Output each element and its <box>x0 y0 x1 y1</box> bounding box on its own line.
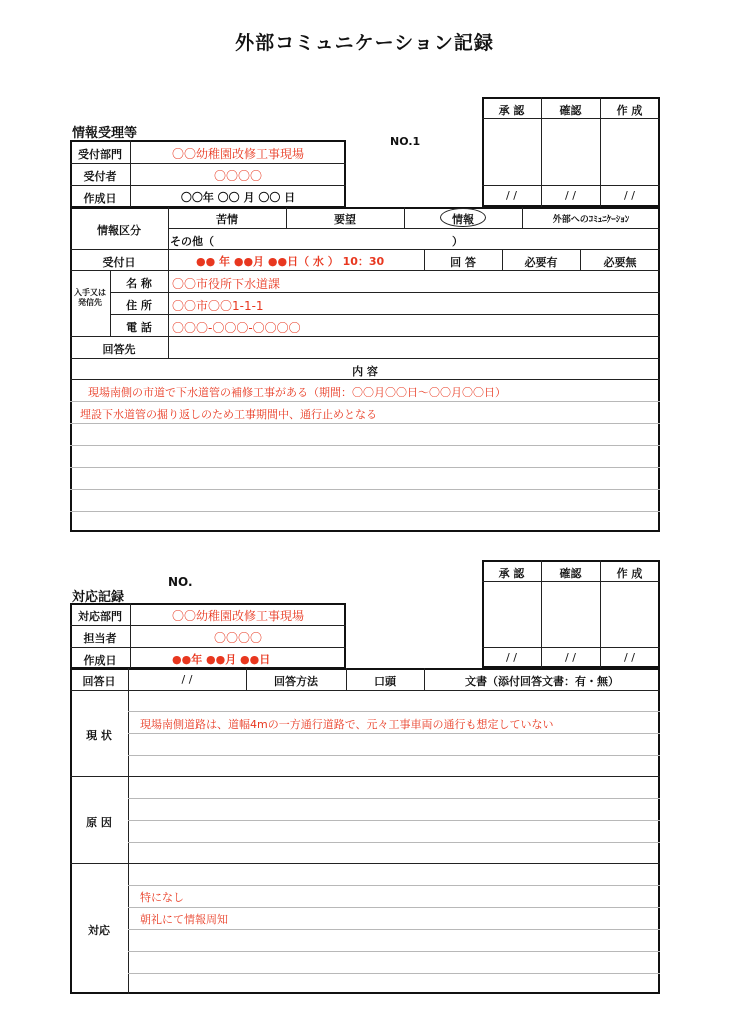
category-request: 要望 <box>334 213 356 226</box>
receiver-value: 〇〇〇〇 <box>213 169 262 183</box>
approval-date-1: / / <box>506 189 517 202</box>
section2-no: NO. <box>168 575 193 589</box>
approval-header-create: 作 成 <box>616 104 643 117</box>
approval-date-3: / / <box>624 189 635 202</box>
address-value: 〇〇市〇〇1-1-1 <box>172 299 264 313</box>
content-label: 内 容 <box>352 365 378 378</box>
received-label: 受付日 <box>102 256 136 269</box>
action-line-2: 朝礼にて情報周知 <box>140 913 228 926</box>
document-label: 文書（添付回答文書：有・無） <box>465 675 619 688</box>
approval2-date-1: / / <box>506 651 517 664</box>
response-created-value: ●●年 ●●月 ●●日 <box>172 653 271 666</box>
approval-header-approve: 承 認 <box>498 104 525 117</box>
category-info: 情報 <box>452 213 474 226</box>
category-label: 情報区分 <box>97 224 141 237</box>
category-other: その他（ <box>170 235 214 248</box>
approval-date-2: / / <box>565 189 576 202</box>
phone-value: 〇〇〇-〇〇〇-〇〇〇〇 <box>172 321 301 335</box>
answer-date-value: / / <box>181 673 193 686</box>
approval2-date-3: / / <box>624 651 635 664</box>
name-label: 名 称 <box>126 277 152 290</box>
category-complaint: 苦情 <box>216 213 238 226</box>
response-created-label: 作成日 <box>83 654 117 667</box>
created-label: 作成日 <box>83 192 117 205</box>
page-title: 外部コミュニケーション記録 <box>235 32 494 54</box>
received-value: ●● 年 ●●月 ●●日（ 水 ） 10：30 <box>196 255 385 268</box>
section2-heading: 対応記録 <box>72 590 125 605</box>
method-label: 回答方法 <box>274 675 318 688</box>
response-dept-label: 対応部門 <box>78 610 122 623</box>
answer-date-label: 回答日 <box>82 675 116 688</box>
name-value: 〇〇市役所下水道課 <box>172 277 281 291</box>
action-label: 対応 <box>88 924 110 937</box>
content-line-2: 埋設下水道管の掘り返しのため工事期間中、通行止めとなる <box>80 408 377 421</box>
phone-label: 電 話 <box>126 321 152 334</box>
dept-label: 受付部門 <box>78 148 122 161</box>
answer-label: 回 答 <box>450 256 476 269</box>
action-line-1: 特になし <box>140 891 184 904</box>
dept-value: 〇〇幼稚園改修工事現場 <box>171 147 304 161</box>
approval2-date-2: / / <box>565 651 576 664</box>
answer-needed: 必要有 <box>524 256 558 269</box>
category-external: 外部へのｺﾐｭﾆｹｰｼｮﾝ <box>552 215 630 225</box>
status-text: 現場南側道路は、道幅4mの一方通行道路で、元々工事車両の通行も想定していない <box>140 718 554 731</box>
category-other-close: ） <box>452 235 463 248</box>
section1-heading: 情報受理等 <box>72 126 138 141</box>
source-label: 入手又は発信先 <box>74 288 106 307</box>
status-label: 現 状 <box>86 729 112 742</box>
receiver-label: 受付者 <box>83 170 117 183</box>
approval2-header-confirm: 確認 <box>559 567 582 580</box>
address-label: 住 所 <box>126 299 152 312</box>
approval2-header-create: 作 成 <box>616 567 643 580</box>
answer-not-needed: 必要無 <box>603 256 637 269</box>
person-value: 〇〇〇〇 <box>213 631 262 645</box>
section1-no: NO.1 <box>390 135 421 148</box>
oral-label: 口頭 <box>374 675 396 688</box>
approval-header-confirm: 確認 <box>559 104 582 117</box>
approval2-header-approve: 承 認 <box>498 567 525 580</box>
person-label: 担当者 <box>83 632 117 645</box>
response-dept-value: 〇〇幼稚園改修工事現場 <box>171 609 304 623</box>
cause-label: 原 因 <box>86 816 112 829</box>
reply-to-label: 回答先 <box>102 343 136 356</box>
created-value: 〇〇年 〇〇 月 〇〇 日 <box>180 191 296 204</box>
content-line-1: 現場南側の市道で下水道管の補修工事がある（期間：〇〇月〇〇日～〇〇月〇〇日） <box>88 386 506 399</box>
